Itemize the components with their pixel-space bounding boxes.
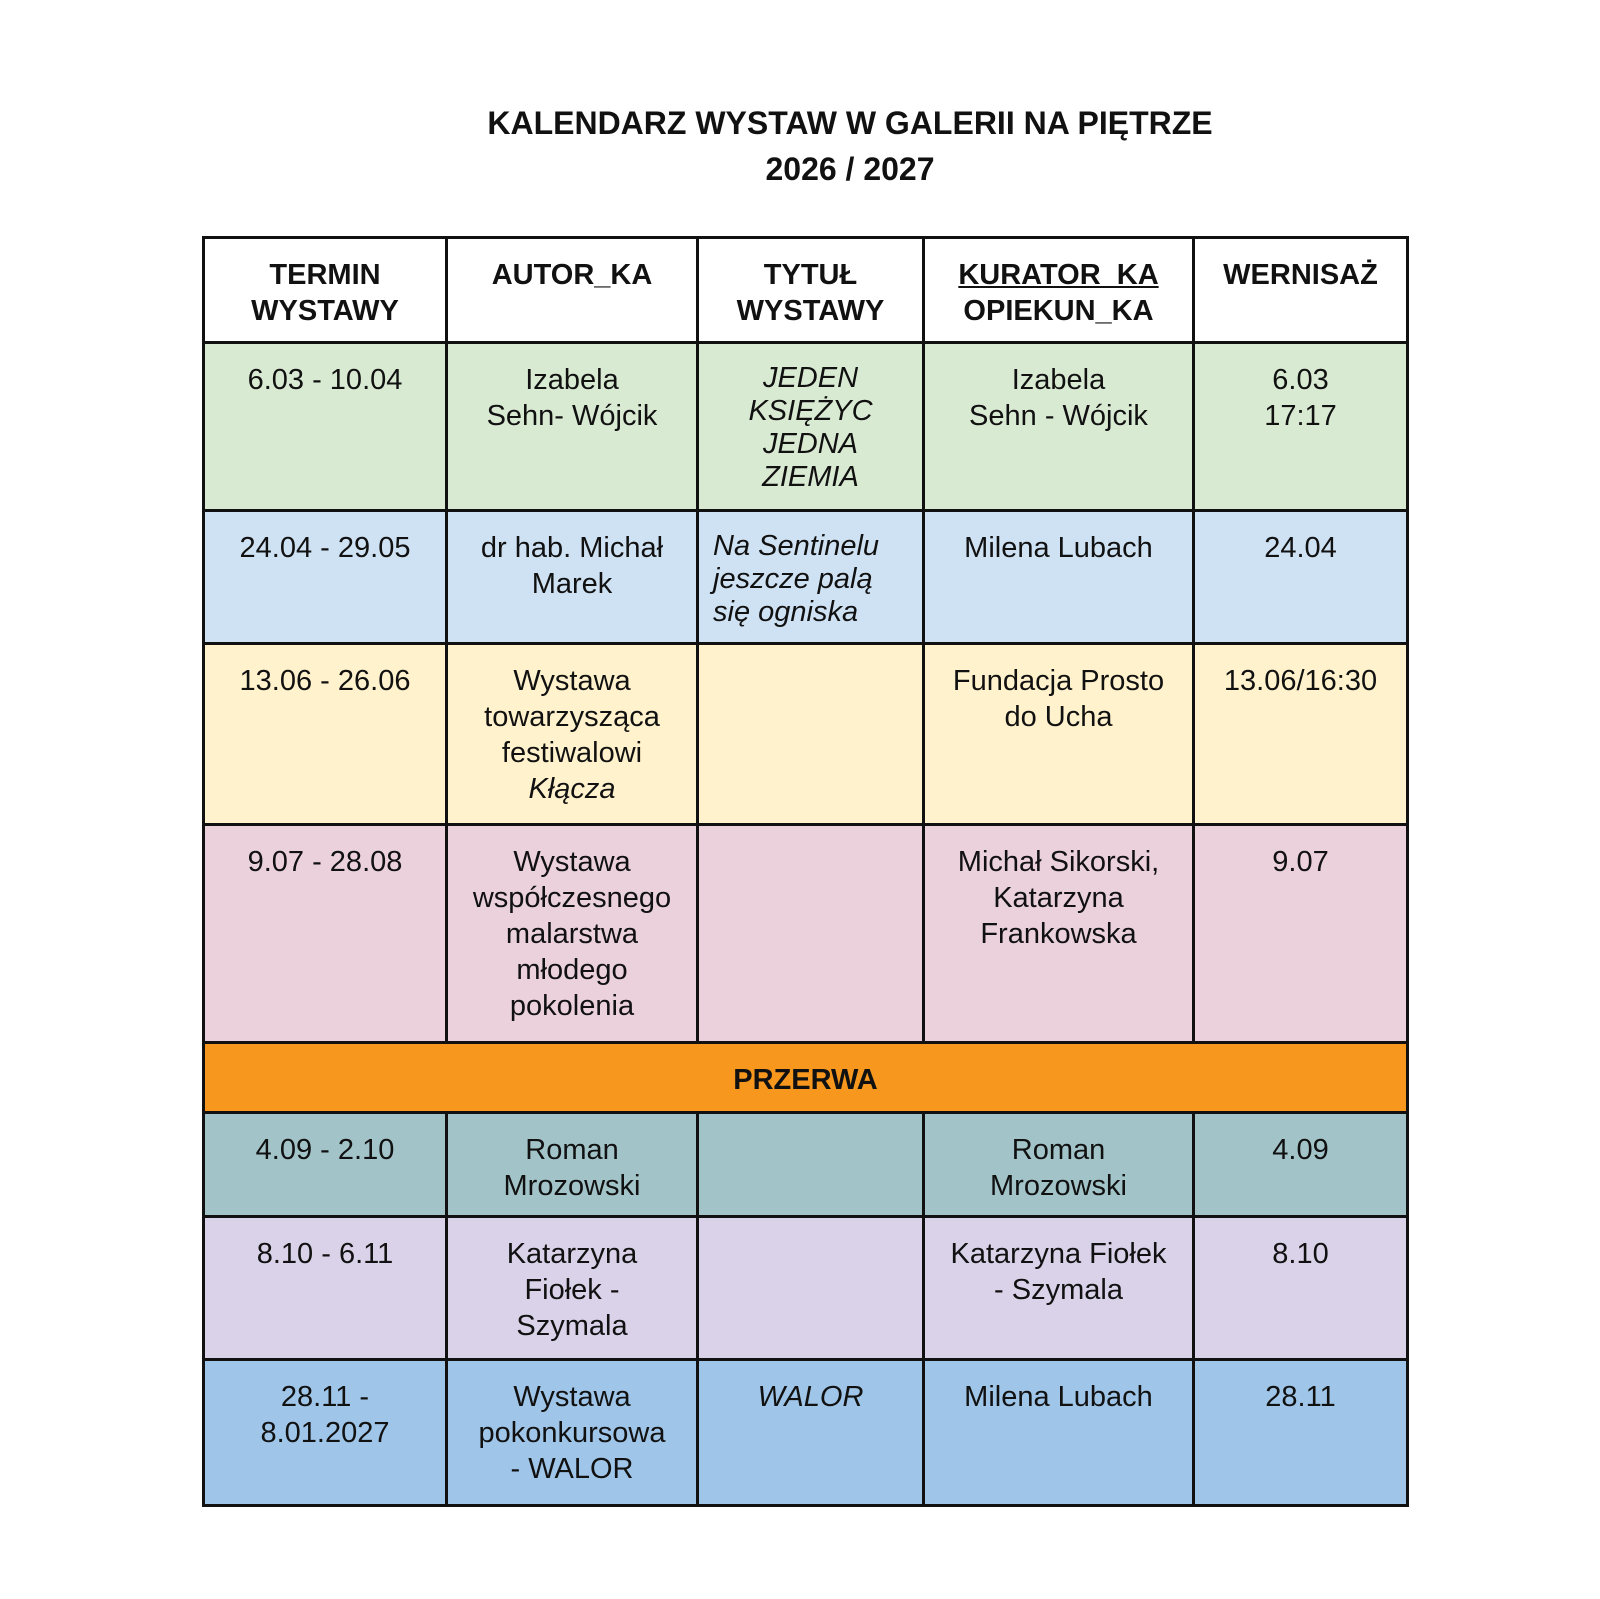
cell-kurator xyxy=(924,1360,1194,1506)
table-row xyxy=(204,343,1408,511)
cell-autor-line: Wystawa xyxy=(513,1381,631,1413)
cell-termin xyxy=(204,511,447,644)
przerwa-label: PRZERWA xyxy=(204,1043,1408,1113)
exhibition-calendar-table xyxy=(202,236,1409,1507)
table-row xyxy=(204,1217,1408,1360)
cell-autor-line: młodego xyxy=(516,954,628,986)
header-tytul: TYTUŁ WYSTAWY xyxy=(698,238,924,343)
cell-autor-line: współczesnego xyxy=(472,882,672,914)
cell-autor-line: - WALOR xyxy=(510,1453,634,1485)
header-row xyxy=(204,238,1408,343)
cell-termin-line: 28.11 - xyxy=(280,1381,370,1413)
cell-tytul-line: ZIEMIA xyxy=(762,461,859,493)
cell-autor-line: Mrozowski xyxy=(503,1170,641,1202)
cell-autor-line: Roman xyxy=(525,1134,619,1166)
cell-tytul-line: KSIĘŻYC xyxy=(748,395,873,427)
cell-tytul xyxy=(698,1360,924,1506)
cell-wernisaz-line: 17:17 xyxy=(1264,400,1337,432)
cell-termin xyxy=(204,1360,447,1506)
cell-kurator-line: Roman xyxy=(1011,1134,1106,1166)
cell-wernisaz xyxy=(1194,343,1408,511)
cell-tytul xyxy=(698,1217,924,1360)
cell-tytul-line: JEDEN xyxy=(762,362,859,394)
cell-kurator-line: - Szymala xyxy=(994,1274,1123,1306)
cell-kurator-line: Milena Lubach xyxy=(964,1381,1153,1413)
cell-autor-line: malarstwa xyxy=(505,918,639,950)
cell-wernisaz xyxy=(1194,644,1408,825)
title-line-1: KALENDARZ WYSTAW W GALERII NA PIĘTRZE xyxy=(487,105,1213,141)
cell-kurator xyxy=(924,511,1194,644)
cell-wernisaz-line: 6.03 xyxy=(1272,364,1329,396)
cell-kurator-line: Katarzyna Fiołek xyxy=(950,1238,1167,1270)
cell-autor-line: pokonkursowa xyxy=(478,1417,666,1449)
cell-termin-line: 8.10 - 6.11 xyxy=(256,1238,394,1270)
cell-autor xyxy=(447,825,698,1043)
cell-wernisaz-line: 24.04 xyxy=(1264,532,1337,564)
table-row xyxy=(204,1360,1408,1506)
cell-autor-line: Fiołek - xyxy=(524,1274,620,1306)
page-title xyxy=(0,100,1600,192)
cell-autor-line: Sehn- Wójcik xyxy=(486,400,658,432)
cell-termin xyxy=(204,1113,447,1217)
cell-kurator-line: Milena Lubach xyxy=(964,532,1153,564)
cell-autor-line: Izabela xyxy=(525,364,619,396)
cell-autor-line: towarzysząca xyxy=(484,701,660,733)
cell-autor-line: Szymala xyxy=(516,1310,628,1342)
cell-tytul xyxy=(698,644,924,825)
cell-wernisaz-line: 4.09 xyxy=(1272,1134,1329,1166)
cell-termin xyxy=(204,1217,447,1360)
cell-tytul-line: się ogniska xyxy=(713,596,859,628)
cell-tytul xyxy=(698,511,924,644)
cell-wernisaz-line: 28.11 xyxy=(1265,1381,1336,1413)
cell-autor-line: Katarzyna xyxy=(506,1238,638,1270)
cell-autor-line: Wystawa xyxy=(513,665,631,697)
cell-tytul xyxy=(698,825,924,1043)
cell-kurator-line: Michał Sikorski, xyxy=(957,846,1160,878)
cell-termin-line: 13.06 - 26.06 xyxy=(239,665,411,697)
cell-tytul xyxy=(698,343,924,511)
cell-termin-line: 9.07 - 28.08 xyxy=(247,846,403,878)
title-line-2: 2026 / 2027 xyxy=(765,151,935,187)
cell-wernisaz-line: 9.07 xyxy=(1272,846,1329,878)
cell-autor-line: dr hab. Michał xyxy=(480,532,664,564)
table-row xyxy=(204,825,1408,1043)
cell-autor xyxy=(447,1360,698,1506)
cell-kurator-line: do Ucha xyxy=(1004,701,1113,733)
cell-autor-line: Marek xyxy=(531,568,613,600)
cell-tytul-line: Na Sentinelu xyxy=(713,530,880,562)
table-row xyxy=(204,1113,1408,1217)
cell-tytul-line: JEDNA xyxy=(762,428,859,460)
cell-termin-line: 6.03 - 10.04 xyxy=(247,364,403,396)
cell-autor xyxy=(447,644,698,825)
cell-kurator xyxy=(924,644,1194,825)
cell-autor xyxy=(447,1113,698,1217)
cell-tytul-line: jeszcze palą xyxy=(713,563,873,595)
cell-kurator xyxy=(924,1113,1194,1217)
cell-autor-line: Wystawa xyxy=(513,846,631,878)
cell-kurator-line: Fundacja Prosto xyxy=(952,665,1165,697)
cell-wernisaz xyxy=(1194,1360,1408,1506)
cell-wernisaz xyxy=(1194,1217,1408,1360)
header-termin: TERMIN WYSTAWY xyxy=(204,238,447,343)
cell-tytul-line: WALOR xyxy=(757,1381,864,1413)
header-autor: AUTOR_KA xyxy=(447,238,698,343)
cell-kurator xyxy=(924,1217,1194,1360)
cell-kurator-line: Katarzyna xyxy=(993,882,1124,914)
table-row xyxy=(204,644,1408,825)
cell-wernisaz xyxy=(1194,511,1408,644)
cell-kurator-line: Sehn - Wójcik xyxy=(969,400,1148,432)
cell-wernisaz xyxy=(1194,825,1408,1043)
cell-termin xyxy=(204,825,447,1043)
cell-termin xyxy=(204,644,447,825)
header-wernisaz: WERNISAŻ xyxy=(1194,238,1408,343)
cell-termin-line: 4.09 - 2.10 xyxy=(255,1134,395,1166)
table-row xyxy=(204,511,1408,644)
cell-wernisaz xyxy=(1194,1113,1408,1217)
cell-kurator-line: Izabela xyxy=(1011,364,1106,396)
cell-termin xyxy=(204,343,447,511)
cell-termin-line: 24.04 - 29.05 xyxy=(239,532,411,564)
cell-kurator-line: Frankowska xyxy=(980,918,1137,950)
cell-wernisaz-line: 8.10 xyxy=(1272,1238,1329,1270)
cell-autor-line: pokolenia xyxy=(509,990,635,1022)
header-kurator: KURATOR_KA OPIEKUN_KA xyxy=(924,238,1194,343)
cell-kurator xyxy=(924,343,1194,511)
cell-autor xyxy=(447,343,698,511)
cell-kurator-line: Mrozowski xyxy=(990,1170,1127,1202)
cell-autor-italic-line: Kłącza xyxy=(528,773,616,805)
cell-autor-line: festiwalowi xyxy=(501,737,643,769)
przerwa-row xyxy=(204,1043,1408,1113)
cell-wernisaz-line: 13.06/16:30 xyxy=(1223,665,1378,697)
cell-tytul xyxy=(698,1113,924,1217)
cell-autor xyxy=(447,511,698,644)
cell-kurator xyxy=(924,825,1194,1043)
cell-termin-line: 8.01.2027 xyxy=(260,1417,390,1449)
cell-autor xyxy=(447,1217,698,1360)
